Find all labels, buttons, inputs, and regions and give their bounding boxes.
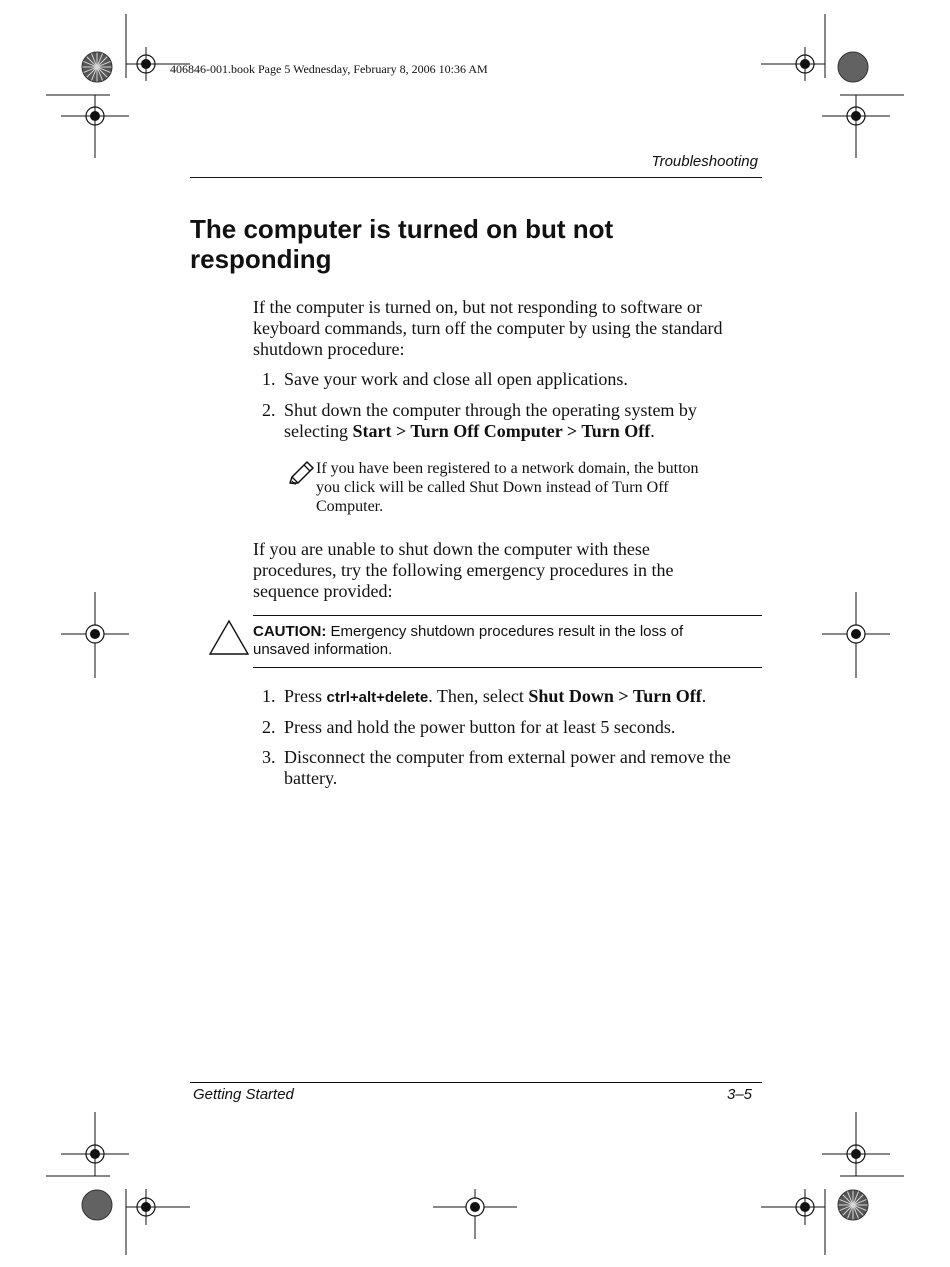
footer-title: Getting Started [193,1086,294,1103]
step-text-prefix: selecting [284,421,353,441]
printer-slug: 406846-001.book Page 5 Wednesday, February 8, 2006 10:36 AM [170,62,488,76]
step-number: 2. [262,717,276,737]
registration-target-right-bottom [822,1136,890,1172]
step-text-suffix: . [701,686,707,706]
registration-target-top-right [788,47,822,81]
page-title-line-2: responding [190,244,332,274]
step-text-line-1: Disconnect the computer from external power and remove the [284,747,731,767]
registration-target-right-top [822,98,890,134]
step-text-suffix: . [650,421,655,441]
step-text: Press and hold the power button for at least 5 seconds. [284,717,676,737]
registration-target-left-top [61,98,129,134]
note-line-1: If you have been registered to a network domain, the button [316,460,699,477]
step-text-middle: . Then, select [428,686,529,706]
starburst-mark-bottom-right [838,1190,868,1220]
gray-circle-mark-top-right [838,52,868,82]
step-number: 3. [262,747,276,767]
intro-line-1: If the computer is turned on, but not responding to software or [253,297,702,317]
page-number: 3–5 [727,1086,753,1103]
step-text-prefix: Press [284,686,327,706]
running-head: Troubleshooting [651,153,758,170]
emergency-intro-line-2: procedures, try the following emergency procedures in the [253,560,674,580]
note-line-3: Computer. [316,498,384,515]
gray-circle-mark-bottom-left [82,1190,112,1220]
intro-line-3: shutdown procedure: [253,339,405,359]
keyboard-shortcut: ctrl+alt+delete [326,689,429,706]
step-number: 2. [262,400,276,420]
caution-label: CAUTION: [253,623,327,640]
menu-path: Shut Down > Turn Off [528,686,702,706]
registration-target-left-bottom [61,1136,129,1172]
menu-path: Start > Turn Off Computer > Turn Off [352,421,651,441]
registration-target-bottom-left [129,1189,163,1225]
note-line-2: you click will be called Shut Down instead of Turn Off [316,479,669,496]
caution-line-1: Emergency shutdown procedures result in the loss of [326,623,684,640]
step-number: 1. [262,686,276,706]
registration-target-bottom-right [788,1189,822,1225]
intro-line-2: keyboard commands, turn off the computer by using the standard [253,318,723,338]
caution-line-2: unsaved information. [253,641,393,658]
emergency-intro-line-1: If you are unable to shut down the computer with these [253,539,650,559]
registration-target-bottom-center [433,1189,517,1239]
step-text: Save your work and close all open applications. [284,369,628,389]
registration-target-right-middle [822,592,890,678]
registration-target-top-left [129,47,163,81]
step-number: 1. [262,369,276,389]
step-text-line-1: Shut down the computer through the operating system by [284,400,697,420]
step-text-line-2: battery. [284,768,338,788]
starburst-mark-top-left [82,52,112,82]
registration-target-left-middle [61,592,129,678]
emergency-intro-line-3: sequence provided: [253,581,393,601]
page-title-line-1: The computer is turned on but not [190,214,614,244]
